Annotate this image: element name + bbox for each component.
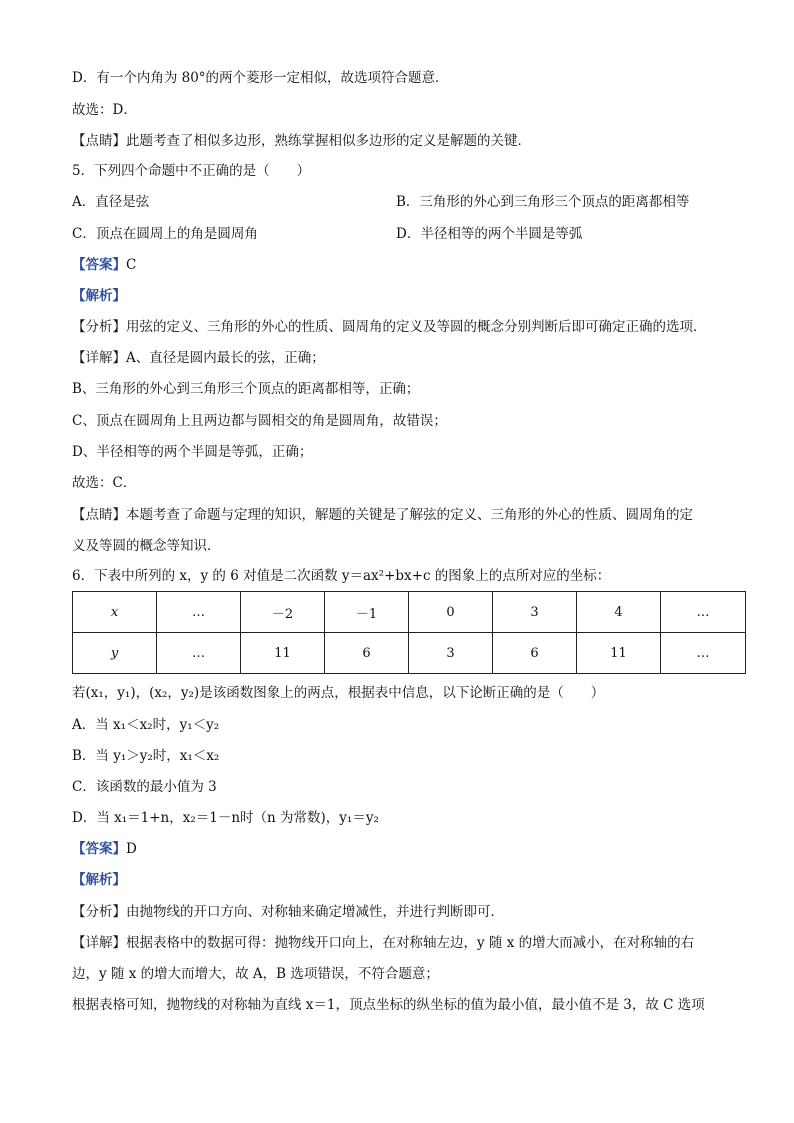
q5-xiangjie-line: [72, 348, 325, 368]
text-line: D、半径相等的两个半圆是等弧，正确；: [72, 444, 313, 460]
fenxi-text: 用弦的定义、三角形的外心的性质、圆周角的定义及等圆的概念分别判断后即可确定正确的选项．: [126, 319, 707, 335]
table-cell: y: [73, 633, 157, 674]
table-cell: 6: [325, 633, 409, 674]
q5-option-b: B．三角形的外心到三角形三个顶点的距离都相等: [396, 194, 690, 210]
fenxi-tag: 【分析】: [72, 904, 126, 920]
fenxi-text: 由抛物线的开口方向、对称轴来确定增减性，并进行判断即可．: [126, 904, 504, 920]
q5-jiexi-tag: 【解析】: [72, 288, 126, 304]
table-cell: 0: [409, 592, 493, 633]
q6-xiangjie-line: [72, 933, 694, 953]
answer-tag: 【答案】: [72, 841, 126, 857]
q5-option-a: A．直径是弦: [72, 194, 150, 210]
q6-option-d: D．当 x₁＝1+n，x₂＝1－n时（n 为常数)，y₁＝y₂: [72, 810, 379, 826]
text-line: 边，y 随 x 的增大而增大，故 A，B 选项错误，不符合题意；: [72, 966, 439, 982]
table-cell: …: [157, 592, 241, 633]
q6-jiexi-tag: 【解析】: [72, 872, 126, 888]
q5-option-d: D．半径相等的两个半圆是等弧: [396, 226, 583, 242]
xiangjie-tag: 【详解】: [72, 350, 126, 366]
q6-fenxi-line: [72, 902, 504, 922]
table-cell: x: [73, 592, 157, 633]
text-line: C、顶点在圆周角上且两边都与圆相交的角是圆周角，故错误；: [72, 413, 447, 429]
q6-option-a: A．当 x₁＜x₂时，y₁＜y₂: [72, 717, 220, 733]
answer-tag: 【答案】: [72, 257, 126, 273]
table-row-y: [73, 633, 746, 674]
text-line: 故选：C．: [72, 475, 137, 491]
table-cell: 3: [409, 633, 493, 674]
xiangjie-text: A、直径是圆内最长的弦，正确；: [126, 350, 325, 366]
text-line: 义及等圆的概念等知识．: [72, 538, 221, 554]
table-cell: 4: [577, 592, 661, 633]
question-5-stem: 5．下列四个命题中不正确的是（ ）: [72, 163, 311, 179]
table-cell: …: [157, 633, 241, 674]
section-tag: 【点睛】: [72, 133, 126, 149]
q6-answer-line: [72, 839, 137, 859]
table-cell: －1: [325, 592, 409, 633]
q6-condition: 若(x₁，y₁)，(x₂，y₂)是该函数图象上的两点，根据表中信息，以下论断正确的是（ ）: [72, 685, 605, 701]
q6-option-c: C．该函数的最小值为 3: [72, 779, 217, 795]
q5-dianjing-line: [72, 505, 693, 525]
q5-option-c: C．顶点在圆周上的角是圆周角: [72, 226, 258, 242]
dianjing-text: 本题考查了命题与定理的知识，解题的关键是了解弦的定义、三角形的外心的性质、圆周角的定: [126, 507, 693, 523]
xiangjie-tag: 【详解】: [72, 935, 126, 951]
table-cell: 11: [577, 633, 661, 674]
xiangjie-text: 根据表格中的数据可得：抛物线开口向上，在对称轴左边，y 随 x 的增大而减小，在对称轴的右: [126, 935, 695, 951]
fenxi-tag: 【分析】: [72, 319, 126, 335]
xy-value-table: [72, 591, 746, 674]
answer-value: D: [126, 841, 137, 857]
table-cell: …: [661, 592, 746, 633]
text-line: [72, 131, 531, 151]
dianjing-tag: 【点睛】: [72, 507, 126, 523]
text-line: D．有一个内角为 80°的两个菱形一定相似，故选项符合题意．: [72, 70, 449, 86]
q6-option-b: B．当 y₁＞y₂时，x₁＜x₂: [72, 748, 220, 764]
table-cell: 3: [493, 592, 577, 633]
section-text: 此题考查了相似多边形，熟练掌握相似多边形的定义是解题的关键．: [126, 133, 531, 149]
q5-answer-line: [72, 255, 136, 275]
text-line: B、三角形的外心到三角形三个顶点的距离都相等，正确；: [72, 381, 420, 397]
table-cell: －2: [241, 592, 325, 633]
text-line: 根据表格可知，抛物线的对称轴为直线 x＝1，顶点坐标的纵坐标的值为最小值，最小值不是 3，故 C 选项: [72, 997, 705, 1013]
table-row-x: [73, 592, 746, 633]
table-cell: 6: [493, 633, 577, 674]
answer-value: C: [126, 257, 137, 273]
question-6-stem: 6．下表中所列的 x，y 的 6 对值是二次函数 y＝ax²+bx+c 的图象上的点所对应的坐标：: [72, 568, 611, 584]
text-line: 故选：D．: [72, 102, 137, 118]
table-cell: 11: [241, 633, 325, 674]
q5-fenxi-line: [72, 317, 707, 337]
table-cell: …: [661, 633, 746, 674]
